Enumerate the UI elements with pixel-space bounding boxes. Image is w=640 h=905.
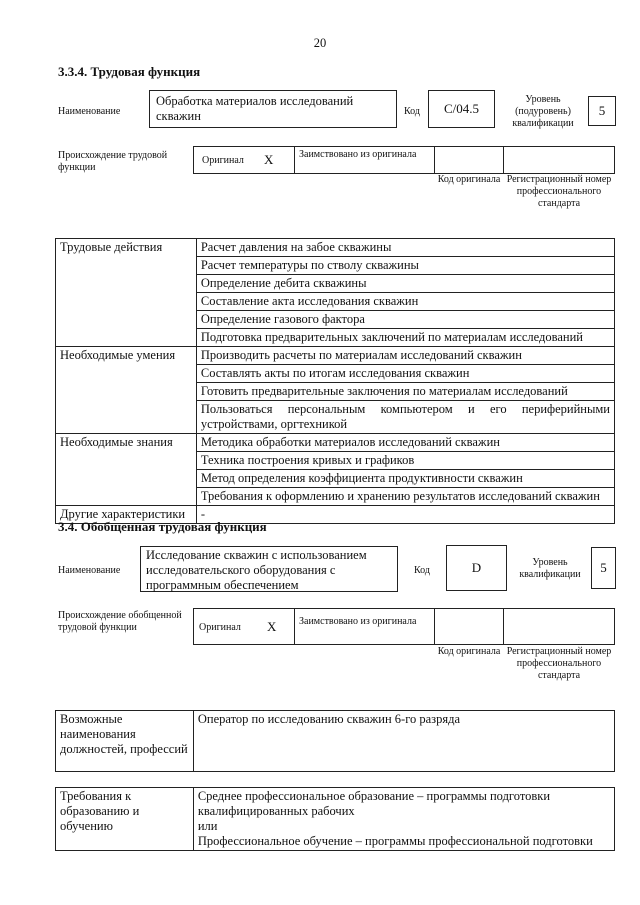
positions-value: Оператор по исследованию скважин 6-го разряда bbox=[193, 711, 614, 772]
list-item: Метод определения коэффициента продуктивности скважин bbox=[196, 470, 614, 488]
education-value bbox=[193, 788, 614, 851]
code-original-cell bbox=[434, 608, 504, 645]
education-table bbox=[55, 787, 615, 851]
list-item: Готовить предварительные заключения по материалам исследований bbox=[196, 383, 614, 401]
function-name-field: Обработка материалов исследований скважин bbox=[149, 90, 397, 128]
other-value: - bbox=[196, 506, 614, 524]
level-label: Уровень (подуровень) квалификации bbox=[512, 94, 574, 129]
code-original-cell bbox=[434, 146, 504, 174]
borrowed-cell: Заимствовано из оригинала bbox=[294, 608, 435, 645]
list-item: Составление акта исследования скважин bbox=[196, 293, 614, 311]
origin-label: Происхождение трудовой функции bbox=[58, 150, 168, 173]
original-mark: Х bbox=[267, 619, 277, 634]
general-function-code-field: D bbox=[446, 545, 507, 591]
labor-function-table bbox=[55, 238, 615, 524]
list-item: Определение дебита скважины bbox=[196, 275, 614, 293]
level-value-field: 5 bbox=[591, 547, 616, 589]
reg-number-cell bbox=[503, 608, 615, 645]
list-item: Расчет температуры по стволу скважины bbox=[196, 257, 614, 275]
original-cell bbox=[193, 146, 295, 174]
list-item: Определение газового фактора bbox=[196, 311, 614, 329]
level-label: Уровень квалификации bbox=[519, 557, 581, 580]
table-row bbox=[56, 239, 615, 257]
table-row bbox=[56, 711, 615, 772]
reg-number-label: Регистрационный номер профессионального стандарта bbox=[506, 646, 612, 681]
original-label: Оригинал bbox=[199, 622, 241, 633]
general-function-name-field: Исследование скважин с использованием исследовательского оборудования с программным обеспечением bbox=[140, 546, 398, 592]
section-heading-3-4: 3.4. Обобщенная трудовая функция bbox=[58, 519, 267, 534]
origin-label: Происхождение обобщенной трудовой функции bbox=[58, 610, 182, 633]
reg-number-label: Регистрационный номер профессионального стандарта bbox=[506, 174, 612, 209]
name-label: Наименование bbox=[58, 106, 121, 117]
knowledge-label: Необходимые знания bbox=[56, 434, 197, 506]
table-row bbox=[56, 347, 615, 365]
code-label: Код bbox=[404, 106, 420, 117]
list-item: Методика обработки материалов исследований скважин bbox=[196, 434, 614, 452]
borrowed-cell: Заимствовано из оригинала bbox=[294, 146, 435, 174]
original-label: Оригинал bbox=[202, 155, 244, 166]
other-label: Другие характеристики bbox=[56, 506, 197, 524]
labor-actions-label: Трудовые действия bbox=[56, 239, 197, 347]
page-number: 20 bbox=[313, 36, 327, 50]
list-item: Производить расчеты по материалам исследований скважин bbox=[196, 347, 614, 365]
list-item: Составлять акты по итогам исследования скважин bbox=[196, 365, 614, 383]
list-item: Расчет давления на забое скважины bbox=[196, 239, 614, 257]
table-row bbox=[56, 788, 615, 851]
education-label: Требования к образованию и обучению bbox=[56, 788, 194, 851]
level-value-field: 5 bbox=[588, 96, 616, 126]
function-code-field: C/04.5 bbox=[428, 90, 495, 128]
skills-label: Необходимые умения bbox=[56, 347, 197, 434]
section-heading-3-3-4: 3.3.4. Трудовая функция bbox=[58, 64, 201, 79]
code-label: Код bbox=[414, 565, 430, 576]
list-item: Техника построения кривых и графиков bbox=[196, 452, 614, 470]
table-row bbox=[56, 434, 615, 452]
code-original-label: Код оригинала bbox=[437, 174, 501, 185]
reg-number-cell bbox=[503, 146, 615, 174]
code-original-label: Код оригинала bbox=[437, 646, 501, 657]
education-line: Среднее профессиональное образование – программы подготовки квалифицированных рабочих bbox=[197, 789, 551, 818]
list-item: Требования к оформлению и хранению результатов исследований скважин bbox=[196, 488, 614, 506]
list-item: Пользоваться персональным компьютером и его периферийными устройствами, оргтехникой bbox=[196, 401, 614, 434]
positions-table bbox=[55, 710, 615, 772]
name-label: Наименование bbox=[58, 565, 121, 576]
original-cell bbox=[193, 608, 295, 645]
list-item: Подготовка предварительных заключений по материалам исследований bbox=[196, 329, 614, 347]
original-mark: Х bbox=[264, 152, 274, 167]
education-line: Профессиональное обучение – программы профессиональной подготовки bbox=[197, 834, 593, 848]
education-line: или bbox=[197, 819, 218, 833]
positions-label: Возможные наименования должностей, профессий bbox=[56, 711, 194, 772]
